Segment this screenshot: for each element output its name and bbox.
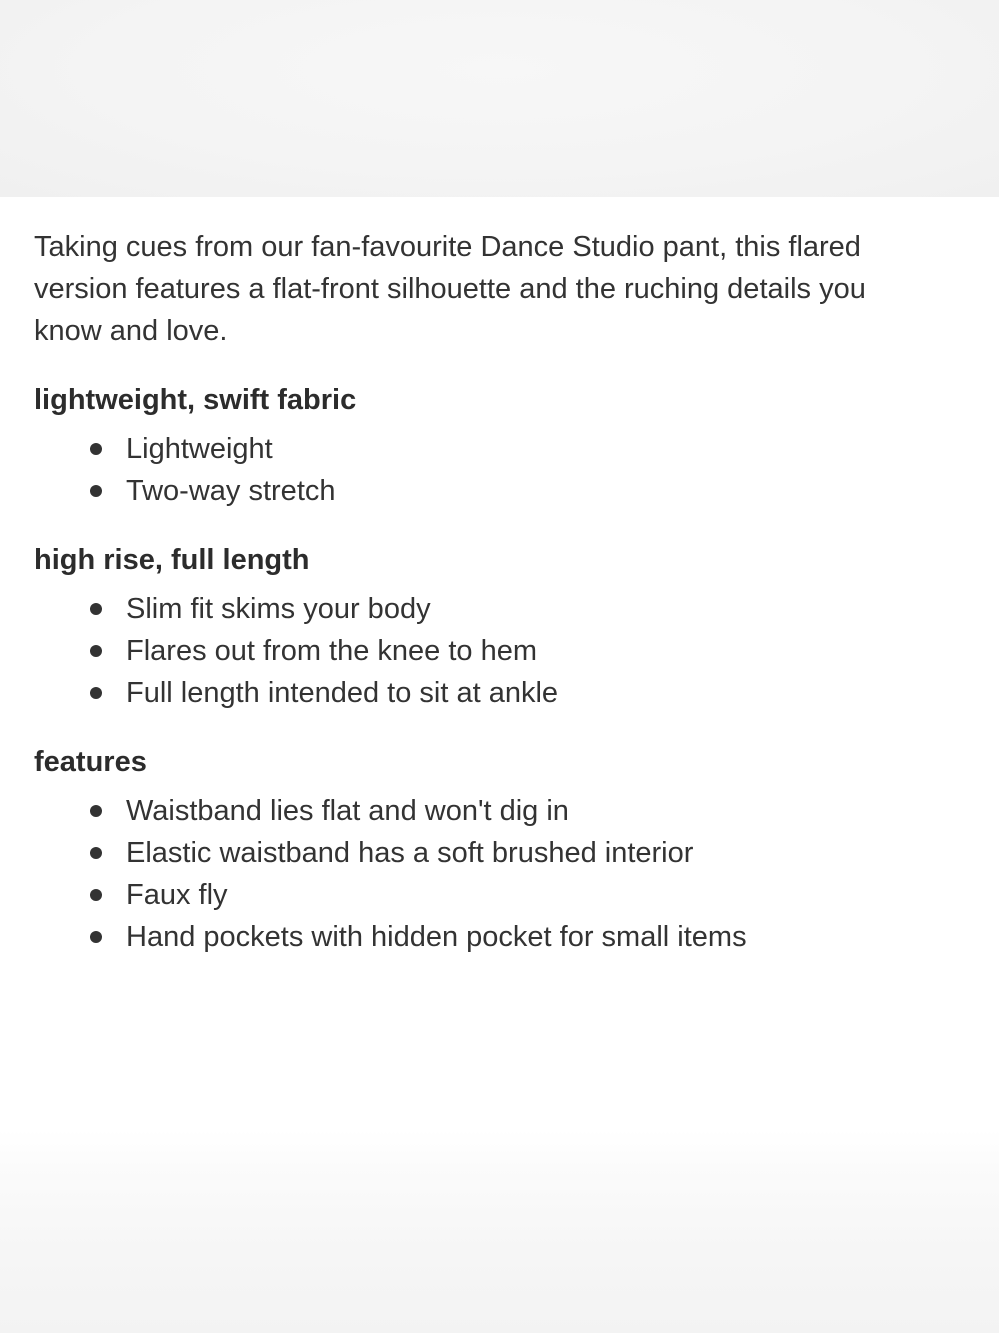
list-item (34, 470, 934, 512)
list-item (34, 832, 934, 874)
bullet-icon (90, 889, 102, 901)
section-fabric (34, 380, 934, 512)
list-item-text: Hand pockets with hidden pocket for small items (126, 921, 747, 953)
bullet-list (34, 428, 934, 512)
product-image-area-bottom (0, 1130, 999, 1333)
product-description (34, 226, 934, 958)
list-item (34, 874, 934, 916)
list-item-text: Lightweight (126, 433, 273, 465)
list-item-text: Two-way stretch (126, 475, 336, 507)
bullet-icon (90, 603, 102, 615)
list-item-text: Elastic waistband has a soft brushed interior (126, 837, 694, 869)
list-item-text: Flares out from the knee to hem (126, 635, 538, 667)
list-item (34, 672, 934, 714)
bullet-icon (90, 485, 102, 497)
list-item-text: Waistband lies flat and won't dig in (126, 795, 569, 827)
intro-paragraph: Taking cues from our fan-favourite Dance Studio pant, this flared version features a flat-front silhouette and the ruching details you know and love. (34, 231, 866, 347)
bullet-icon (90, 931, 102, 943)
list-item-text: Slim fit skims your body (126, 593, 431, 625)
bullet-list (34, 790, 934, 958)
list-item (34, 916, 934, 958)
list-item (34, 630, 934, 672)
section-fit (34, 540, 934, 714)
list-item (34, 790, 934, 832)
section-heading: lightweight, swift fabric (34, 384, 357, 416)
list-item (34, 428, 934, 470)
section-heading: high rise, full length (34, 544, 310, 576)
bullet-icon (90, 805, 102, 817)
section-features (34, 742, 934, 958)
section-heading: features (34, 746, 147, 778)
list-item (34, 588, 934, 630)
product-image-area-top (0, 0, 999, 197)
bullet-icon (90, 687, 102, 699)
bullet-icon (90, 847, 102, 859)
bullet-icon (90, 443, 102, 455)
list-item-text: Full length intended to sit at ankle (126, 677, 559, 709)
bullet-list (34, 588, 934, 714)
list-item-text: Faux fly (126, 879, 228, 911)
bullet-icon (90, 645, 102, 657)
